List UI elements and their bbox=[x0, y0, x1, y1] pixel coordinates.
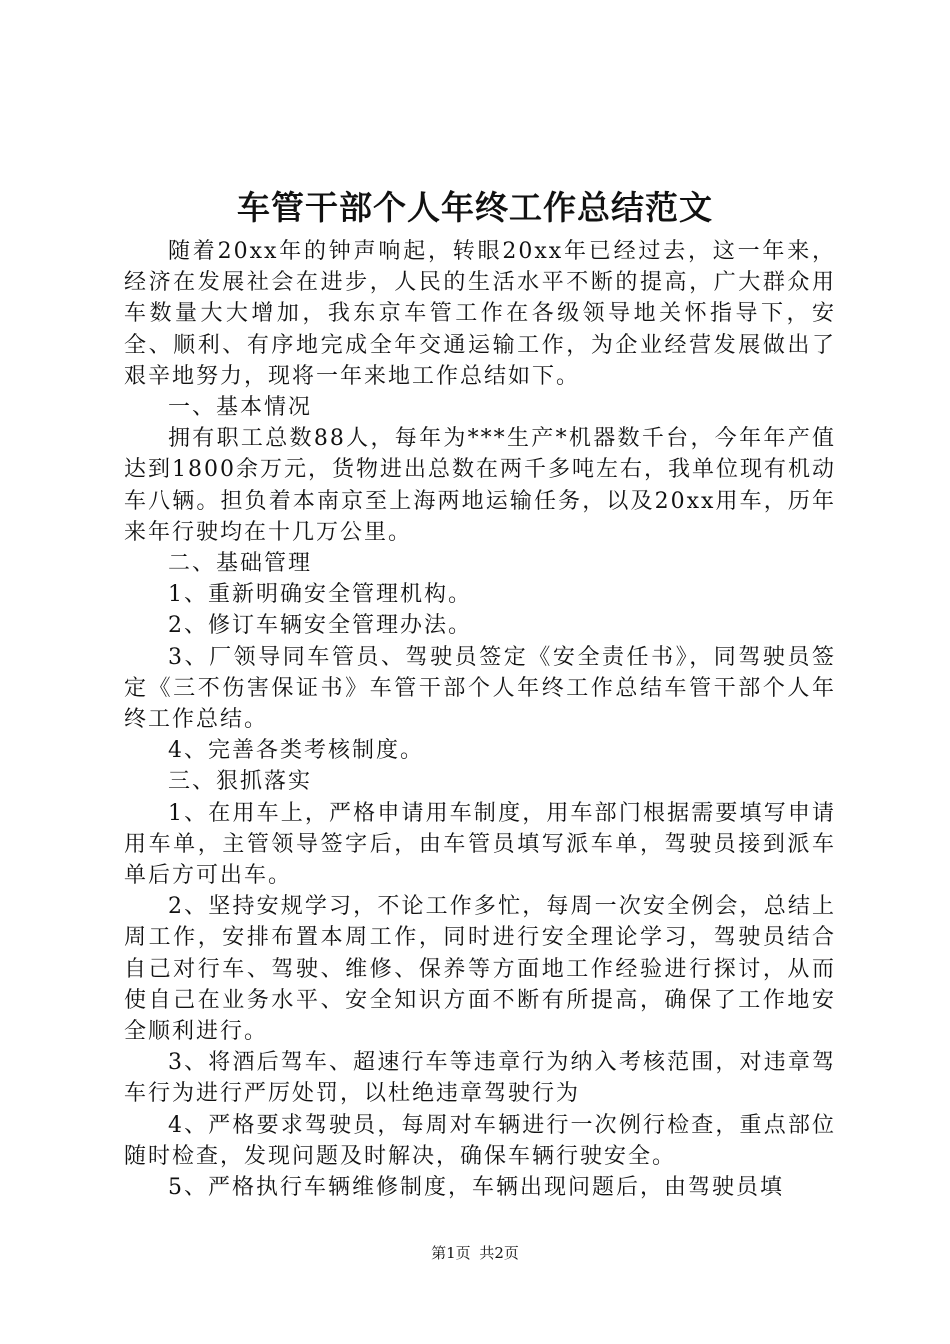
list-item-implementation-2: 2、坚持安规学习，不论工作多忙，每周一次安全例会，总结上周工作，安排布置本周工作，同时进行安全理论学习，驾驶员结合自己对行车、驾驶、维修、保养等方面地工作经验进行探讨，从而使自己在业务水平、安全知识方面不断有所提高，确保了工作地安全顺利进行。 bbox=[124, 894, 836, 1045]
section-heading-basic-situation: 一、基本情况 bbox=[168, 395, 313, 421]
paragraph-basic-situation: 拥有职工总数88人，每年为***生产*机器数千台，今年年产值达到1800余万元，货物进出总数在两千多吨左右，我单位现有机动车八辆。担负着本南京至上海两地运输任务，以及20xx用车，历年来年行驶均在十几万公里。 bbox=[124, 426, 836, 545]
page-footer bbox=[0, 1243, 950, 1263]
list-item-management-1: 1、重新明确安全管理机构。 bbox=[168, 582, 472, 608]
list-item-implementation-3: 3、将酒后驾车、超速行车等违章行为纳入考核范围，对违章驾车行为进行严厉处罚，以杜绝违章驾驶行为 bbox=[124, 1050, 836, 1107]
list-item-management-2: 2、修订车辆安全管理办法。 bbox=[168, 613, 472, 639]
list-item-implementation-4: 4、严格要求驾驶员，每周对车辆进行一次例行检查，重点部位随时检查，发现问题及时解决，确保车辆行驶安全。 bbox=[124, 1112, 836, 1169]
list-item-management-3: 3、厂领导同车管员、驾驶员签定《安全责任书》，同驾驶员签定《三不伤害保证书》车管干部个人年终工作总结车管干部个人年终工作总结。 bbox=[124, 644, 836, 733]
list-item-management-4: 4、完善各类考核制度。 bbox=[168, 738, 424, 764]
page-number: 第1页 bbox=[431, 1244, 471, 1262]
document-title: 车管干部个人年终工作总结范文 bbox=[237, 188, 713, 227]
list-item-implementation-1: 1、在用车上，严格申请用车制度，用车部门根据需要填写申请用车单，主管领导签字后，由车管员填写派车单，驾驶员接到派车单后方可出车。 bbox=[124, 800, 836, 889]
document-body bbox=[124, 236, 836, 1203]
list-item-implementation-5: 5、严格执行车辆维修制度，车辆出现问题后，由驾驶员填 bbox=[168, 1175, 784, 1201]
page-total: 共2页 bbox=[479, 1244, 519, 1262]
paragraph-intro: 随着20xx年的钟声响起，转眼20xx年已经过去，这一年来，经济在发展社会在进步，人民的生活水平不断的提高，广大群众用车数量大大增加，我东京车管工作在各级领导地关怀指导下，安全、顺利、有序地完成全年交通运输工作，为企业经营发展做出了艰辛地努力，现将一年来地工作总结如下。 bbox=[124, 239, 836, 389]
section-heading-implementation: 三、狠抓落实 bbox=[168, 769, 313, 795]
section-heading-basic-management: 二、基础管理 bbox=[168, 551, 313, 577]
